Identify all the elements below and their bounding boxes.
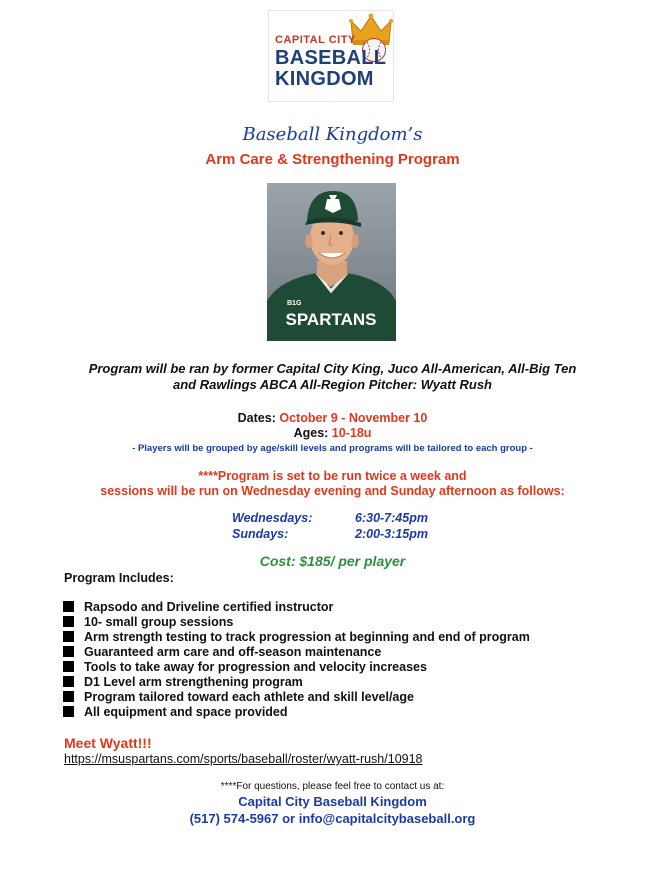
jersey-text: SPARTANS [285, 310, 377, 329]
list-item: Arm strength testing to track progression at beginning and end of program [63, 629, 530, 644]
description-line-1: Program will be ran by former Capital City King, Juco All-American, All-Big Ten [88, 361, 577, 376]
program-description [0, 361, 665, 393]
contact-organization: Capital City Baseball Kingdom [238, 794, 427, 809]
bullet-square-icon [63, 691, 74, 702]
roster-link[interactable]: https://msuspartans.com/sports/baseball/roster/wyatt-rush/10918 [64, 752, 423, 766]
program-title: Arm Care & Strengthening Program [205, 151, 460, 168]
notice-line-2: sessions will be run on Wednesday evening and Sunday afternoon as follows: [100, 484, 565, 498]
list-item: Program tailored toward each athlete and skill level/age [63, 689, 530, 704]
logo-capital-city: CAPITAL CITY [275, 34, 356, 46]
bullet-square-icon [63, 631, 74, 642]
bullet-square-icon [63, 661, 74, 672]
contact-phone-email[interactable]: (517) 574-5967 or info@capitalcitybaseball.org [189, 811, 476, 826]
list-item: 10- small group sessions [63, 614, 530, 629]
list-item: Guaranteed arm care and off-season maintenance [63, 644, 530, 659]
meet-wyatt-heading: Meet Wyatt!!! [64, 735, 152, 751]
cost-line: Cost: $185/ per player [259, 553, 406, 569]
ages-value: 10-18u [331, 426, 372, 440]
capital-city-baseball-kingdom-logo [268, 10, 394, 102]
logo-baseball: BASEBALL [275, 47, 387, 69]
schedule-day-wednesday: Wednesdays: [232, 511, 313, 525]
schedule-notice [0, 469, 665, 499]
list-item: D1 Level arm strengthening program [63, 674, 530, 689]
player-portrait-image [267, 183, 396, 341]
dates-line [0, 411, 665, 425]
includes-list [63, 599, 530, 719]
list-item: All equipment and space provided [63, 704, 530, 719]
bullet-square-icon [63, 616, 74, 627]
grouping-note: - Players will be grouped by age/skill levels and programs will be tailored to each group - [132, 443, 533, 454]
dates-label: Dates: [237, 411, 276, 425]
bullet-square-icon [63, 601, 74, 612]
ages-label: Ages: [293, 426, 329, 440]
ages-line [0, 426, 665, 440]
schedule-time-sunday: 2:00-3:15pm [355, 527, 428, 541]
bullet-square-icon [63, 646, 74, 657]
player-photo [267, 183, 396, 341]
schedule-time-wednesday: 6:30-7:45pm [355, 511, 428, 525]
script-title: Baseball Kingdom’s [242, 124, 423, 145]
contact-note: ****For questions, please feel free to contact us at: [220, 781, 445, 792]
list-item: Tools to take away for progression and velocity increases [63, 659, 530, 674]
jersey-patch-text: B1G [287, 300, 302, 307]
logo-kingdom: KINGDOM [275, 68, 374, 90]
schedule-day-sunday: Sundays: [232, 527, 289, 541]
list-item: Rapsodo and Driveline certified instructor [63, 599, 530, 614]
bullet-square-icon [63, 676, 74, 687]
dates-value: October 9 - November 10 [279, 411, 428, 425]
bullet-square-icon [63, 706, 74, 717]
includes-heading: Program Includes: [64, 571, 174, 585]
notice-line-1: ****Program is set to be run twice a week and [198, 469, 467, 483]
description-line-2: and Rawlings ABCA All-Region Pitcher: Wyatt Rush [172, 377, 492, 392]
